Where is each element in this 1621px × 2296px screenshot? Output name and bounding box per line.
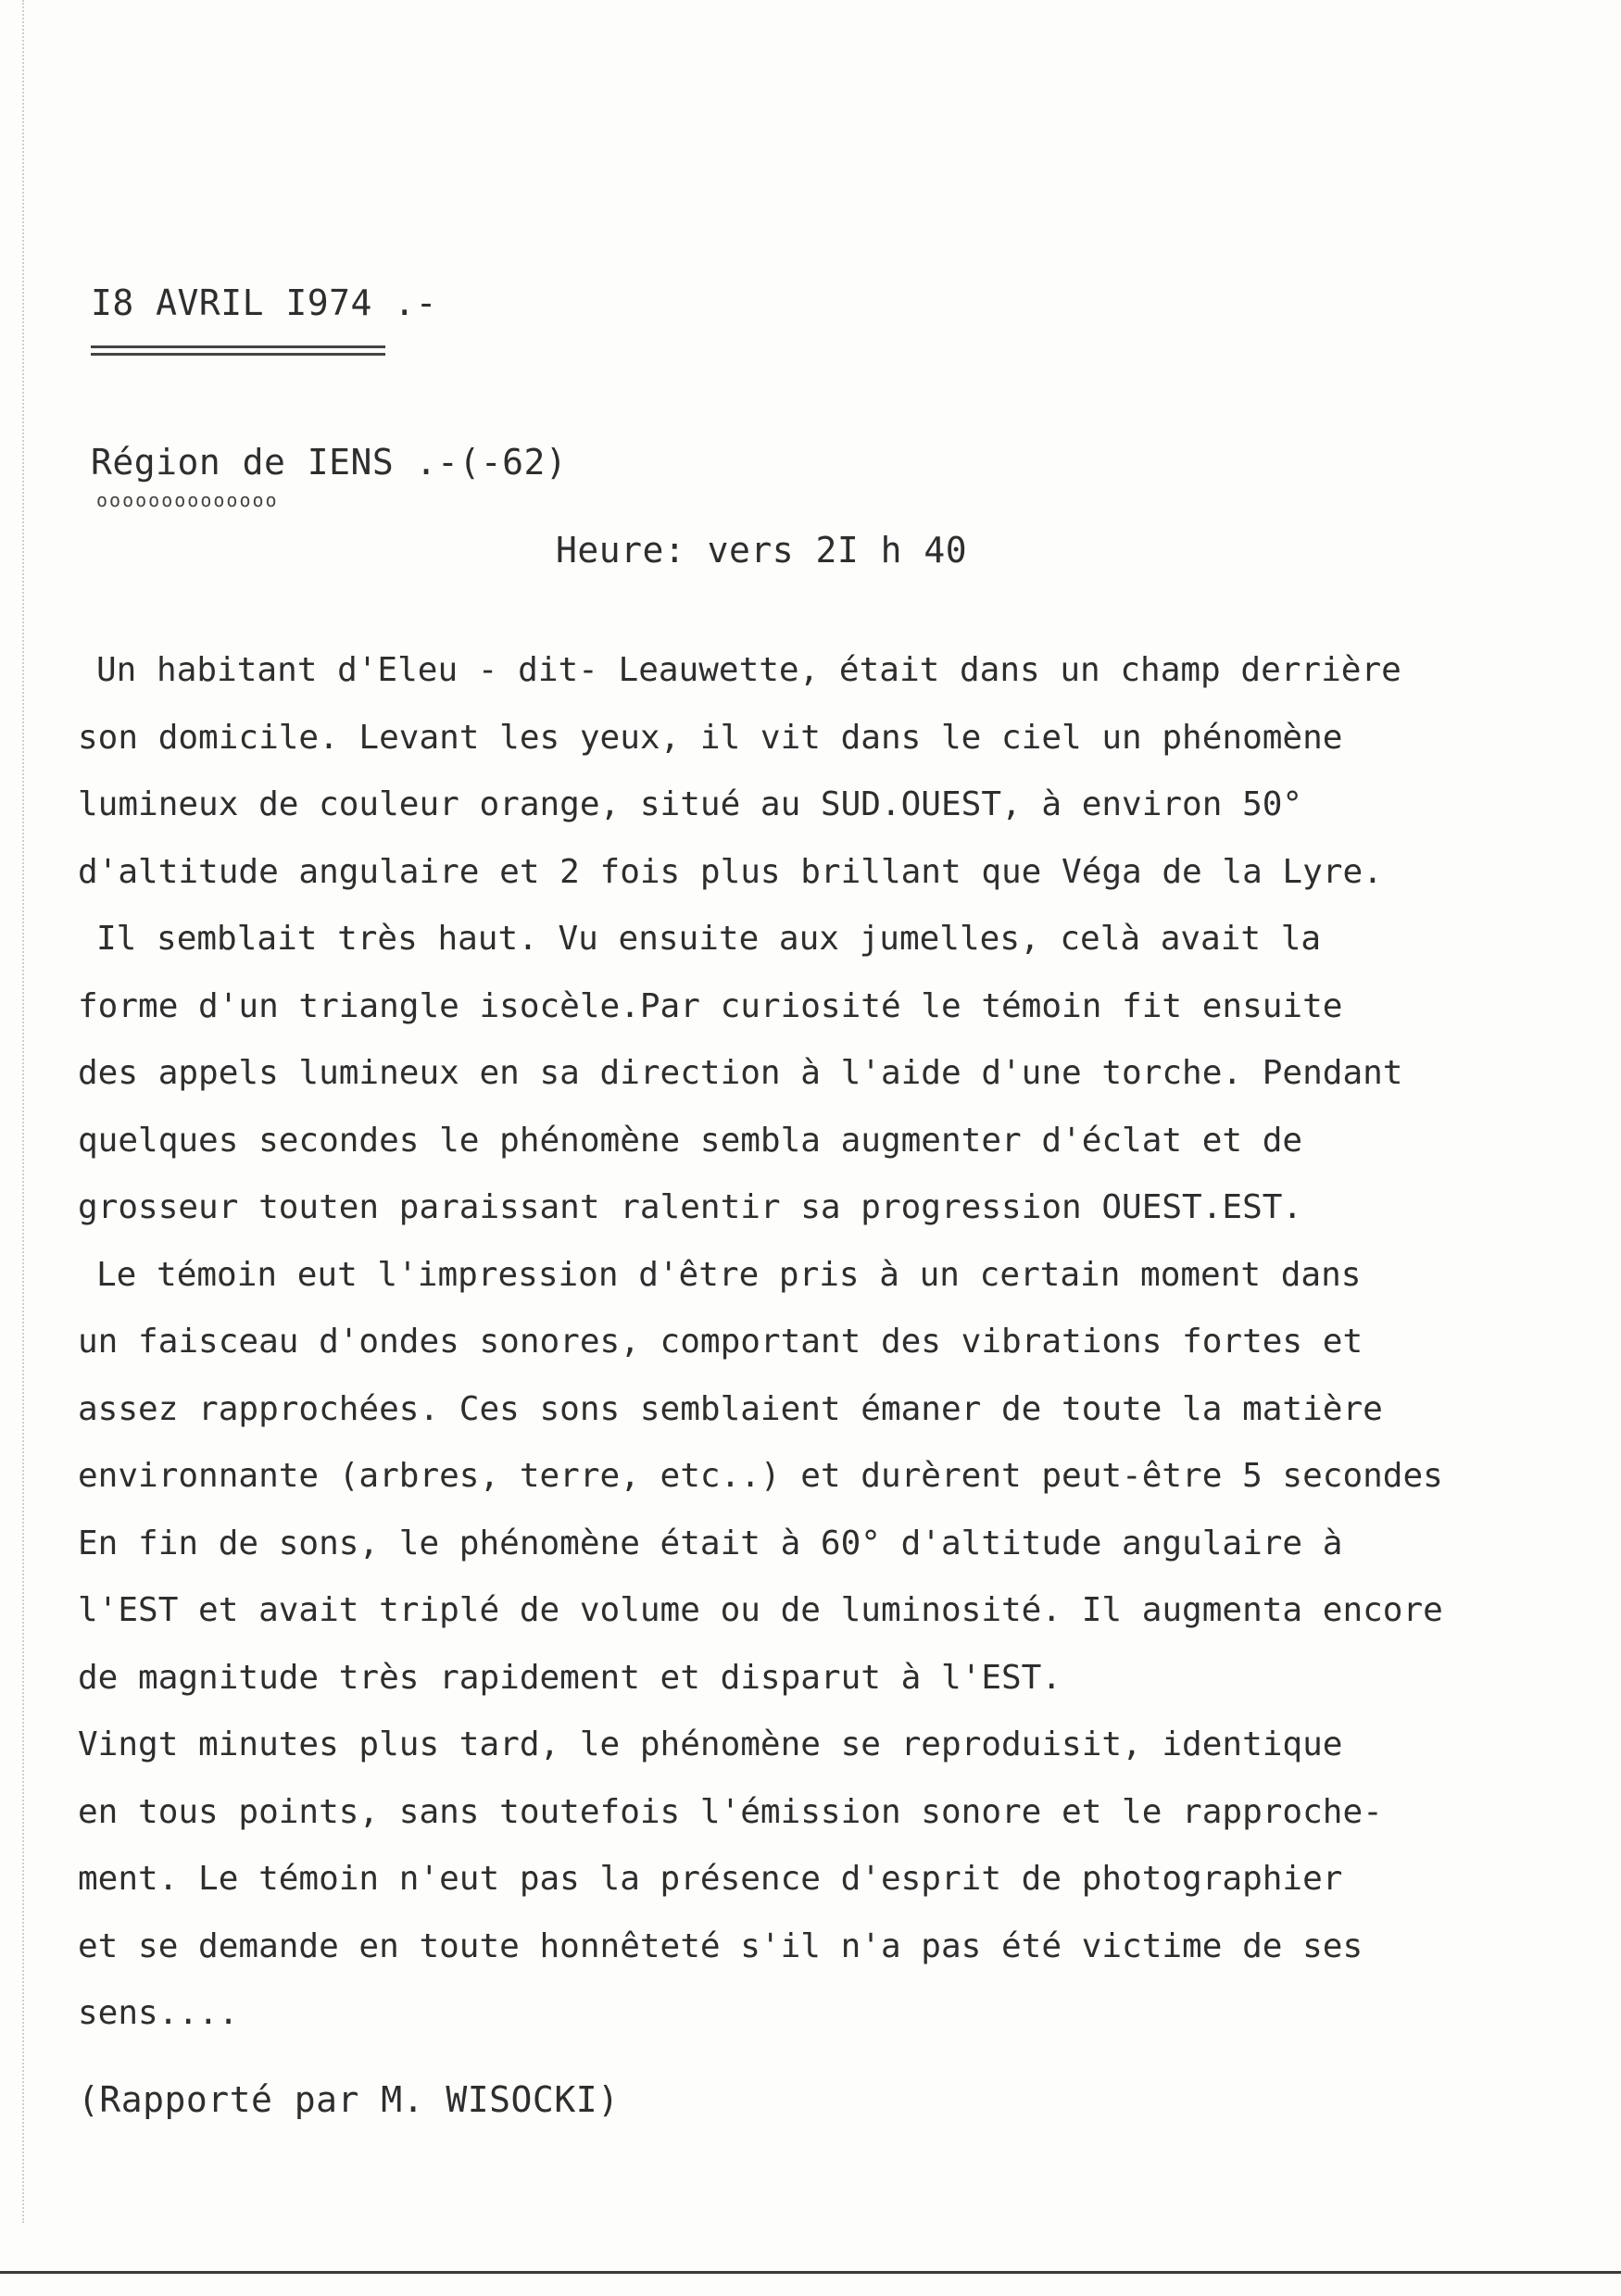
region-underline: oooooooooooooo — [96, 489, 279, 511]
body-line: environnante (arbres, terre, etc..) et durèrent peut-être 5 secondes — [78, 1457, 1443, 1495]
body-line: Il semblait très haut. Vu ensuite aux jumelles, celà avait la — [96, 920, 1322, 958]
body-line: lumineux de couleur orange, situé au SUD.OUEST, à environ 50° — [78, 785, 1303, 823]
body-line: forme d'un triangle isocèle.Par curiosité le témoin fit ensuite — [78, 986, 1343, 1025]
report-date: I8 AVRIL I974 .- — [91, 282, 438, 323]
report-time: Heure: vers 2I h 40 — [556, 530, 968, 571]
body-line: assez rapprochées. Ces sons semblaient émaner de toute la matière — [78, 1389, 1383, 1428]
report-signature: (Rapporté par M. WISOCKI) — [78, 2079, 620, 2120]
body-line: quelques secondes le phénomène sembla augmenter d'éclat et de — [78, 1121, 1303, 1160]
body-line: et se demande en toute honnêteté s'il n'a pas été victime de ses — [78, 1926, 1363, 1965]
body-line: ment. Le témoin n'eut pas la présence d'esprit de photographier — [78, 1860, 1343, 1898]
body-line: d'altitude angulaire et 2 fois plus brillant que Véga de la Lyre. — [78, 852, 1383, 891]
body-line: son domicile. Levant les yeux, il vit dans le ciel un phénomène — [78, 718, 1343, 757]
date-underline-double — [91, 353, 385, 356]
body-line: grosseur touten paraissant ralentir sa progression OUEST.EST. — [78, 1188, 1303, 1226]
body-line: en tous points, sans toutefois l'émission sonore et le rapproche- — [78, 1792, 1383, 1831]
body-line: Le témoin eut l'impression d'être pris à un certain moment dans — [96, 1255, 1362, 1294]
body-line: sens.... — [78, 1994, 239, 2032]
report-region: Région de IENS .-(-62) — [91, 442, 568, 483]
report-body — [78, 637, 1578, 2048]
body-line: de magnitude très rapidement et disparut à l'EST. — [78, 1658, 1062, 1697]
body-line: Un habitant d'Eleu - dit- Leauwette, était dans un champ derrière — [96, 651, 1401, 689]
body-line: des appels lumineux en sa direction à l'aide d'une torche. Pendant — [78, 1054, 1403, 1092]
scan-bottom-edge — [0, 2271, 1621, 2274]
date-underline — [91, 345, 385, 348]
body-line: En fin de sons, le phénomène était à 60° d'altitude angulaire à — [78, 1524, 1343, 1562]
scan-edge — [22, 0, 24, 2223]
body-line: l'EST et avait triplé de volume ou de luminosité. Il augmenta encore — [78, 1591, 1443, 1629]
body-line: Vingt minutes plus tard, le phénomène se reproduisit, identique — [78, 1725, 1343, 1763]
body-line: un faisceau d'ondes sonores, comportant des vibrations fortes et — [78, 1323, 1363, 1361]
